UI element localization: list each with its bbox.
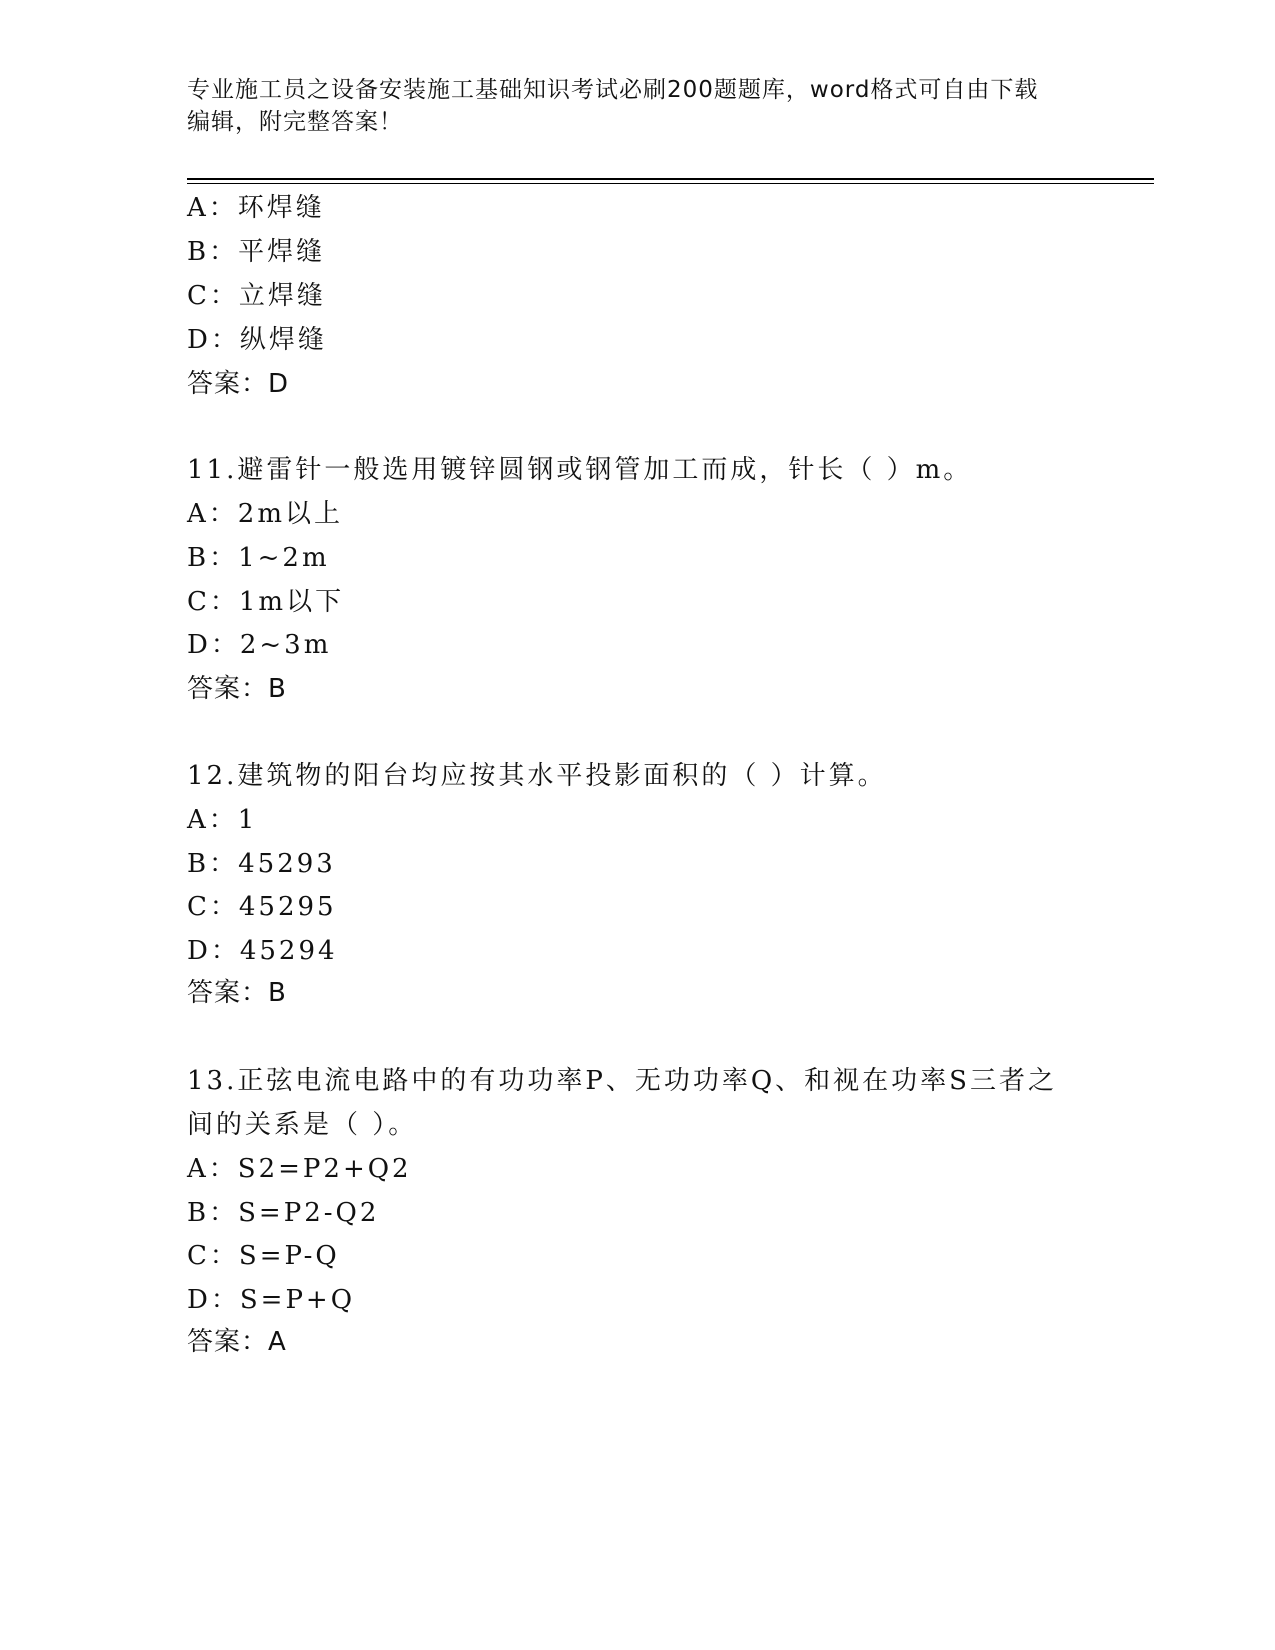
q12-answer: 答案：B (187, 978, 287, 1008)
q13-option-d: D：S=P+Q (187, 1285, 356, 1315)
q13-question-line-1: 13.正弦电流电路中的有功功率P、无功功率Q、和视在功率S三者之 (187, 1066, 1057, 1096)
q10-option-c: C：立焊缝 (187, 281, 326, 311)
q12-question: 12.建筑物的阳台均应按其水平投影面积的（ ）计算。 (187, 761, 887, 791)
q12-option-c: C：45295 (187, 892, 337, 922)
q13-question-line-2: 间的关系是（ ）。 (187, 1110, 418, 1140)
q11-answer: 答案：B (187, 674, 287, 704)
q12-option-a: A：1 (187, 805, 258, 835)
document-header (187, 74, 1087, 138)
q10-option-a: A：环焊缝 (187, 193, 325, 223)
q11-question: 11.避雷针一般选用镀锌圆钢或钢管加工而成，针长（ ）m。 (187, 455, 973, 485)
q10-option-d: D：纵焊缝 (187, 325, 327, 355)
q13-option-a: A：S2=P2+Q2 (187, 1154, 412, 1184)
q13-answer: 答案：A (187, 1327, 287, 1357)
q11-option-d: D：2~3m (187, 630, 332, 660)
q13-option-c: C：S=P-Q (187, 1241, 340, 1271)
q11-option-c: C：1m以下 (187, 587, 345, 617)
q10-option-b: B：平焊缝 (187, 237, 326, 267)
header-rule-thick (187, 178, 1154, 180)
q10-answer: 答案：D (187, 369, 290, 399)
q13-option-b: B：S=P2-Q2 (187, 1198, 380, 1228)
q12-option-b: B：45293 (187, 849, 336, 879)
header-line-1: 专业施工员之设备安装施工基础知识考试必刷200题题库，word格式可自由下载 (187, 77, 1039, 103)
header-line-2: 编辑，附完整答案！ (187, 109, 403, 135)
q12-option-d: D：45294 (187, 936, 338, 966)
q11-option-a: A：2m以上 (187, 499, 343, 529)
header-rule-thin (187, 183, 1154, 184)
q11-option-b: B：1~2m (187, 543, 330, 573)
